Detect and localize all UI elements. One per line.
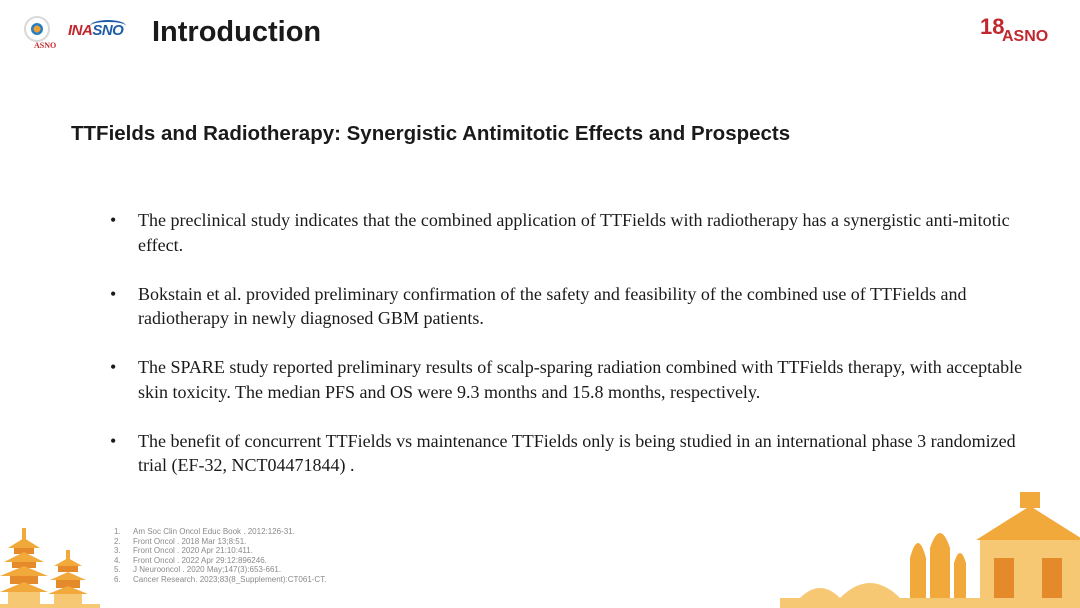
bullet-text: The preclinical study indicates that the combined application of TTFields with radiotherapy has a synergistic anti-mitotic effect. — [138, 210, 1010, 255]
bullet-item — [110, 282, 1030, 331]
asno-logo-brain-icon — [31, 23, 43, 35]
bullet-item — [110, 208, 1030, 257]
bullet-dot-icon: • — [110, 357, 117, 377]
pagoda-decoration-left-icon — [0, 508, 100, 608]
reference-number: 5. — [114, 565, 121, 574]
inasno-logo-text-b: SNO — [92, 22, 124, 39]
bullet-item — [110, 429, 1030, 478]
bullet-dot-icon: • — [110, 430, 117, 451]
reference-number: 2. — [114, 536, 121, 546]
reference-text: Cancer Research. 2023;83(8_Supplement):CT061-CT. — [133, 574, 327, 584]
bullet-item — [110, 355, 1030, 404]
reference-text: Front Oncol . 2018 Mar 13;8:51. — [133, 536, 247, 546]
inasno-logo — [68, 20, 134, 48]
temple-gate-decoration-right-icon — [780, 488, 1080, 608]
reference-list — [114, 527, 326, 584]
inasno-logo-text-a: INA — [68, 22, 93, 39]
bullet-dot-icon: • — [110, 283, 117, 304]
reference-text: Front Oncol . 2020 Apr 21:10:411. — [133, 546, 253, 555]
bullet-text: The SPARE study reported preliminary results of scalp-sparing radiation combined with TTFields therapy, with acceptable skin toxicity. The median PFS and OS were 9.3 months and 15.8 months, respectively. — [138, 357, 1023, 402]
asno-18-logo — [980, 14, 1060, 58]
reference-item — [114, 537, 326, 547]
asno-logo — [20, 14, 60, 50]
inasno-logo-text — [68, 22, 123, 39]
reference-item — [114, 527, 326, 537]
reference-text: J Neurooncol . 2020 May;147(3):653-661. — [133, 565, 282, 574]
reference-text: Front Oncol . 2022 Apr 29:12:896246. — [133, 555, 267, 565]
bullet-list — [110, 208, 1030, 502]
asno-18-logo-number: 18 — [980, 14, 1005, 39]
reference-item — [114, 565, 326, 575]
page-title: Introduction — [152, 16, 322, 48]
reference-item — [114, 546, 326, 556]
asno-18-logo-text: ASNO — [1002, 28, 1049, 45]
asno-logo-text: ASNO — [34, 41, 57, 50]
reference-text: Am Soc Clin Oncol Educ Book . 2012:126-31. — [133, 527, 295, 536]
slide-subtitle: TTFields and Radiotherapy: Synergistic Antimitotic Effects and Prospects — [71, 122, 791, 145]
reference-number: 4. — [114, 555, 121, 565]
reference-item — [114, 556, 326, 566]
bullet-dot-icon: • — [110, 210, 117, 230]
reference-item — [114, 575, 326, 585]
reference-number: 1. — [114, 527, 121, 536]
reference-number: 3. — [114, 546, 121, 555]
bullet-text: Bokstain et al. provided preliminary confirmation of the safety and feasibility of the combined use of TTFields and radiotherapy in newly diagnosed GBM patients. — [138, 283, 967, 328]
reference-number: 6. — [114, 574, 121, 584]
bullet-text: The benefit of concurrent TTFields vs maintenance TTFields only is being studied in an international phase 3 randomized trial (EF-32, NCT04471844) . — [138, 430, 1016, 475]
